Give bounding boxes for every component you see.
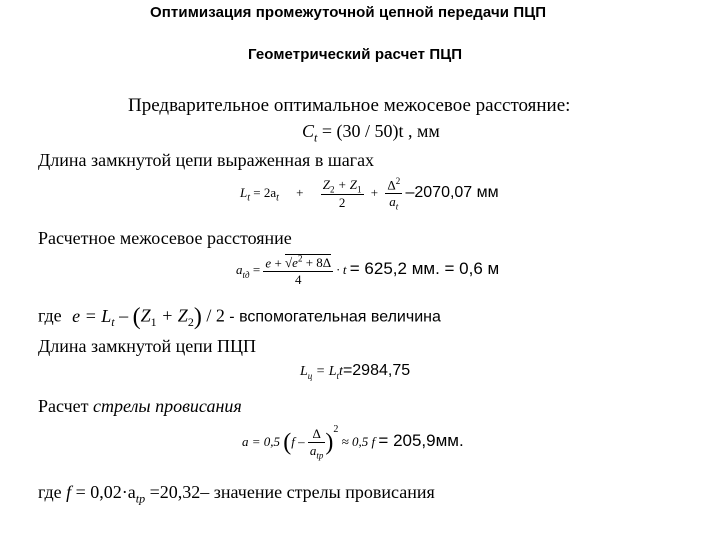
chain-length-plus1: +: [296, 184, 304, 200]
cd-root-e: e: [292, 255, 298, 271]
e-def-z1-sub: 1: [150, 315, 157, 330]
chain-length-result: –2070,07 мм: [405, 183, 499, 201]
sag-label-plain: Расчет: [38, 396, 94, 416]
prelim-rhs: = (30 / 50)t , мм: [317, 121, 440, 141]
section-subtitle: Геометрический расчет ПЦП: [248, 46, 463, 63]
sag-frac-den-sub: tр: [316, 450, 324, 461]
sag-label: [38, 396, 242, 417]
frac-num-z1: + Z: [334, 176, 357, 192]
closed-length-eq: = L: [312, 364, 337, 379]
footer-note: [38, 482, 435, 507]
closed-length-eq-sub: t: [336, 370, 340, 381]
footer-rest: =20,32– значение стрелы провисания: [145, 482, 435, 502]
e-def-z2-sub: 2: [187, 315, 194, 330]
frac-num-sub1: 2: [329, 184, 335, 195]
page-title: Оптимизация промежуточной цепной передачи ПЦП: [150, 4, 547, 21]
chain-length-eq-sub: t: [276, 192, 279, 204]
e-definition: где $e = L_t - (Z_1 + Z_2) / 2$ - вспомогательная величина: [38, 304, 441, 330]
center-distance-result: = 625,2 мм. = 0,6 м: [349, 259, 500, 279]
prelim-lhs: C: [302, 121, 315, 141]
e-def-rest: / 2: [201, 305, 225, 326]
frac-num-sub2: 1: [357, 184, 362, 195]
chain-length-label: Длина замкнутой цепи выраженная в шагах: [38, 150, 375, 170]
e-def-z1: Z: [140, 305, 151, 326]
cd-num-e: e: [265, 255, 272, 271]
prelim-formula: [302, 121, 440, 146]
e-def-where: где: [38, 305, 62, 326]
center-distance-label: Расчетное межосевое расстояние: [38, 228, 292, 248]
e-def-minus: –: [114, 305, 133, 326]
closed-length-t: t: [339, 364, 343, 379]
cd-den: 4: [295, 272, 302, 288]
e-def-desc: - вспомогательная величина: [224, 308, 441, 326]
sag-frac-den: a: [309, 442, 317, 458]
delta-den-sub: t: [395, 201, 399, 212]
delta-fraction: [385, 176, 402, 212]
sag-frac-num: Δ: [308, 426, 326, 443]
cd-root-sup: 2: [297, 254, 303, 264]
center-distance-fraction: $\frac{e + √e^2 + 8\Delta}{4}$: [265, 254, 332, 288]
sag-minus: –: [294, 434, 308, 449]
e-def-z2: + Z: [156, 305, 188, 326]
frac-den: 2: [338, 195, 346, 211]
center-distance-lhs-sub: tд: [242, 269, 250, 280]
closed-length-lhs: L: [300, 364, 308, 379]
chain-length-lhs: L: [240, 184, 248, 200]
delta-num: Δ: [387, 177, 396, 193]
cd-times-t: · t: [336, 262, 347, 278]
chain-length-lhs-sub: t: [247, 192, 251, 204]
chain-length-fraction: [321, 177, 364, 212]
footer-eq: = 0,02·a: [71, 482, 136, 502]
prelim-label: Предварительное оптимальное межосевое расстояние:: [128, 95, 571, 116]
footer-sub: tр: [135, 491, 146, 506]
closed-length-result: =2984,75: [342, 362, 411, 379]
frac-num-z2: Z: [322, 176, 330, 192]
sag-lhs: a = 0,5: [242, 434, 281, 449]
center-distance-formula: [236, 254, 499, 288]
chain-length-eq: = 2a: [250, 184, 277, 200]
sag-fraction: [308, 426, 326, 461]
prelim-lhs-sub: t: [314, 130, 318, 145]
sag-formula: a = 0,5 (f – $\frac{\Delta}{a_{tр}}$ )$^2$ ≈ 0,5 f = 205,9мм.: [242, 424, 464, 461]
closed-length-lhs-sub: ц: [307, 370, 313, 381]
center-distance-eq: =: [249, 262, 264, 278]
sag-result: = 205,9мм.: [378, 431, 464, 450]
e-def-e-sub: t: [111, 315, 115, 330]
cd-num-plus: +: [271, 255, 286, 271]
chain-length-formula: [240, 176, 499, 212]
chain-length-plus2: +: [370, 184, 379, 200]
sag-f: f: [291, 434, 295, 449]
delta-den: a: [389, 194, 396, 210]
footer-f: f: [66, 482, 72, 502]
closed-length-formula: [300, 362, 410, 381]
footer-where: где: [38, 482, 67, 502]
delta-sup: 2: [395, 176, 401, 186]
sag-approx: ≈ 0,5 f: [338, 434, 376, 449]
cd-root-rest: + 8Δ: [302, 255, 332, 271]
e-def-e: e = L: [72, 305, 112, 326]
center-distance-lhs: a: [236, 262, 243, 278]
sag-label-italic: стрелы провисания: [93, 396, 242, 416]
sag-sup: 2: [333, 424, 339, 435]
closed-length-label: Длина замкнутой цепи ПЦП: [38, 336, 257, 356]
